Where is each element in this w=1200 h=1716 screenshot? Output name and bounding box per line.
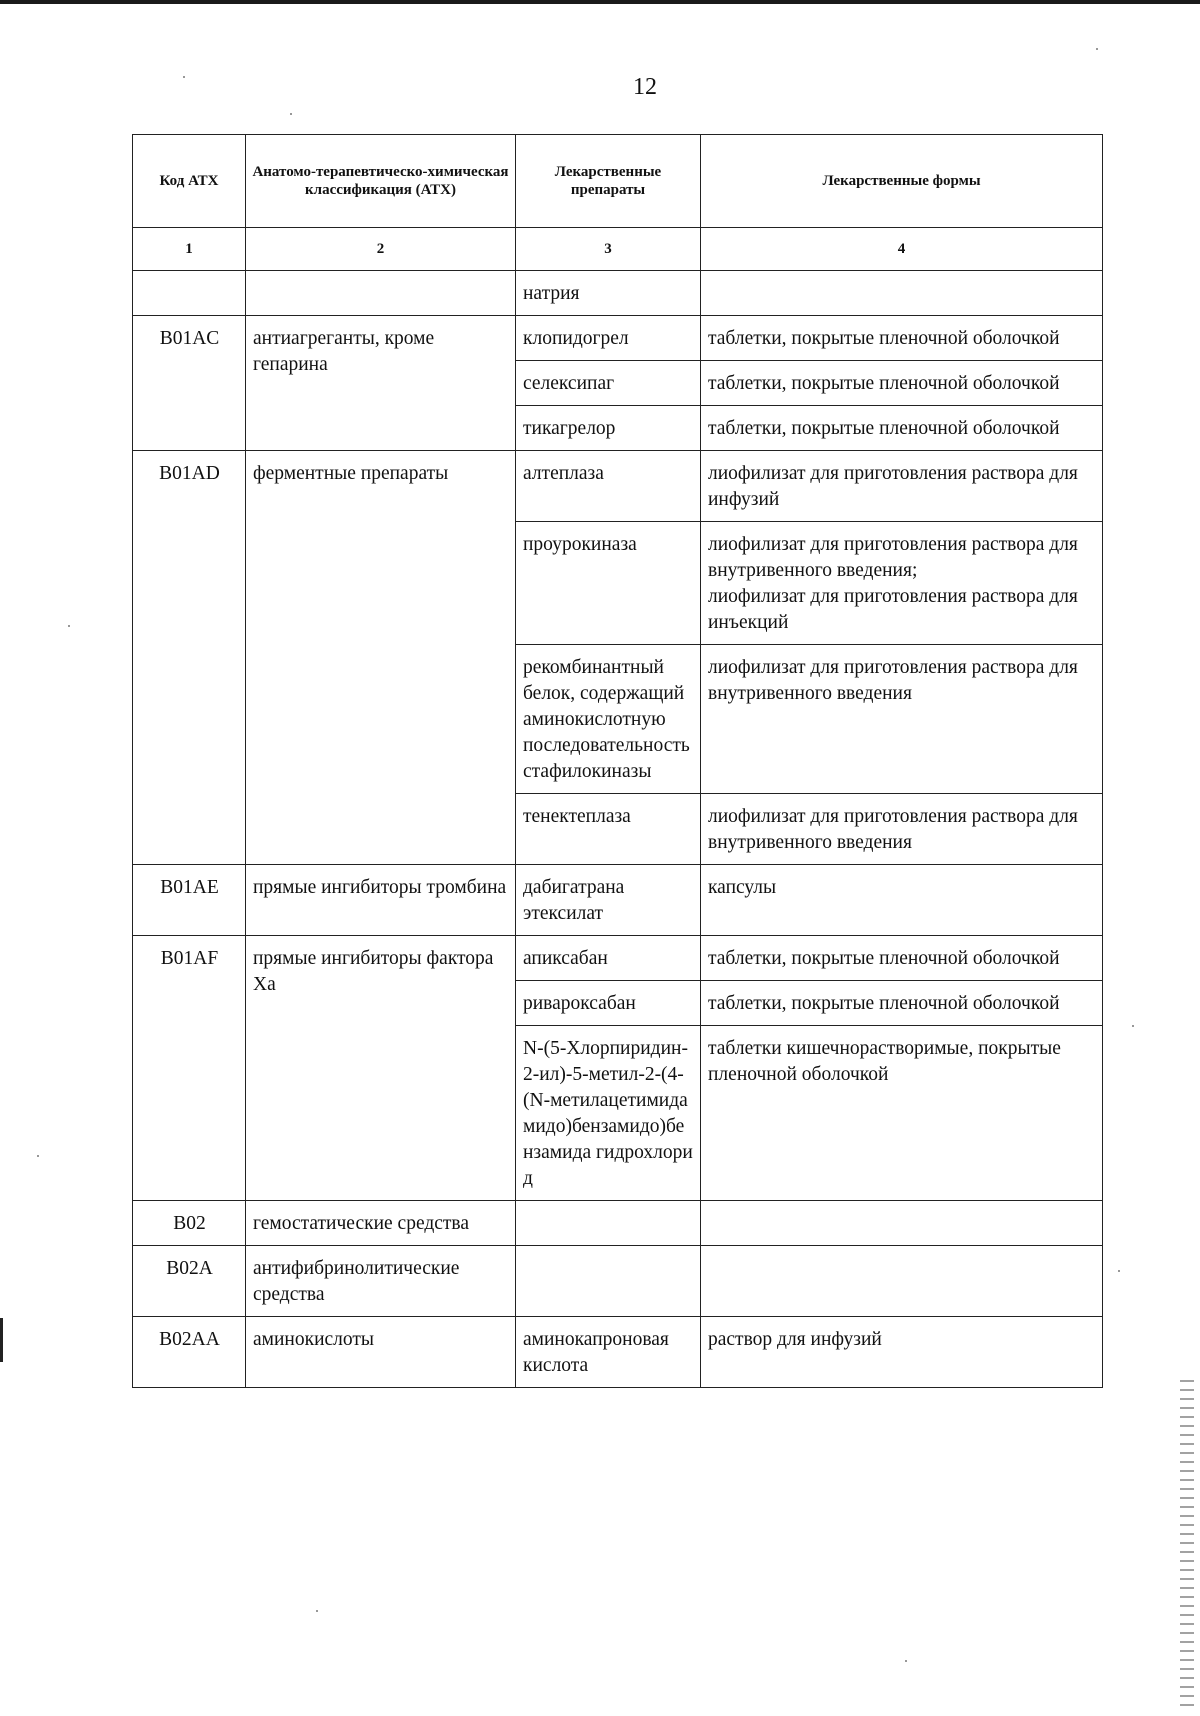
classification-cell: прямые ингибиторы тромбина [246,865,516,936]
drug-cell: аминокапроновая кислота [516,1317,701,1388]
atc-code-cell: B01AE [133,865,246,936]
drug-cell: клопидогрел [516,316,701,361]
form-cell [701,1246,1103,1317]
scan-left-mark [0,1318,3,1362]
scan-speck [1132,1025,1134,1027]
header-drugs: Лекарственные препараты [516,135,701,228]
drug-cell [516,1246,701,1317]
form-cell: таблетки, покрытые пленочной оболочкой [701,361,1103,406]
scan-speck [905,1660,907,1662]
header-code: Код АТХ [133,135,246,228]
classification-cell: аминокислоты [246,1317,516,1388]
column-number: 3 [516,228,701,271]
atc-code-cell: B01AC [133,316,246,451]
form-line: лиофилизат для приготовления раствора для внутривенного введения; [708,534,1078,581]
form-cell: раствор для инфузий [701,1317,1103,1388]
drug-cell: ривароксабан [516,981,701,1026]
form-cell: лиофилизат для приготовления раствора для внутривенного введения [701,794,1103,865]
form-cell: таблетки кишечнорастворимые, покрытые пленочной оболочкой [701,1026,1103,1201]
scan-speck [37,1155,39,1157]
drug-cell: алтеплаза [516,451,701,522]
table-row [133,1201,1103,1246]
table-row [133,451,1103,522]
drug-cell: апиксабан [516,936,701,981]
atc-code-cell: B01AF [133,936,246,1201]
column-number: 2 [246,228,516,271]
scan-speck [1118,1270,1120,1272]
drug-cell: проурокиназа [516,522,701,645]
drug-cell: селексипаг [516,361,701,406]
form-line: лиофилизат для приготовления раствора для инъекций [708,586,1078,633]
header-forms: Лекарственные формы [701,135,1103,228]
drug-cell [516,1201,701,1246]
classification-cell: антиагреганты, кроме гепарина [246,316,516,451]
classification-cell: антифибринолитические средства [246,1246,516,1317]
form-cell: таблетки, покрытые пленочной оболочкой [701,981,1103,1026]
drug-cell: дабигатрана этексилат [516,865,701,936]
atc-code-cell: B02A [133,1246,246,1317]
form-cell: капсулы [701,865,1103,936]
drug-cell: тенектеплаза [516,794,701,865]
column-number: 1 [133,228,246,271]
classification-cell: гемостатические средства [246,1201,516,1246]
table-row [133,316,1103,361]
page-number: 12 [633,74,657,100]
scan-speck [1096,48,1098,50]
column-number: 4 [701,228,1103,271]
scan-speck [290,113,292,115]
scan-speck [183,76,185,78]
form-cell: таблетки, покрытые пленочной оболочкой [701,406,1103,451]
form-cell: таблетки, покрытые пленочной оболочкой [701,936,1103,981]
atc-code-cell: B01AD [133,451,246,865]
classification-cell: прямые ингибиторы фактора Xa [246,936,516,1201]
drug-cell: тикагрелор [516,406,701,451]
classification-cell [246,271,516,316]
classification-cell: ферментные препараты [246,451,516,865]
drug-cell: N-(5-Хлорпиридин-2-ил)-5-метил-2-(4-(N-метилацетимидамидо)бензамидо)бензамида гидрохлорид [516,1026,701,1201]
atc-code-cell: B02 [133,1201,246,1246]
scan-speck [316,1610,318,1612]
table-row [133,1317,1103,1388]
header-row [133,135,1103,228]
drug-cell: натрия [516,271,701,316]
table-row [133,1246,1103,1317]
header-classification: Анатомо-терапевтическо-химическая классификация (АТХ) [246,135,516,228]
form-cell: таблетки, покрытые пленочной оболочкой [701,316,1103,361]
form-cell: лиофилизат для приготовления раствора для инфузий [701,451,1103,522]
scan-right-noise [1180,1380,1194,1710]
form-cell [701,271,1103,316]
scan-speck [68,625,70,627]
table-row [133,271,1103,316]
table-row [133,936,1103,981]
atc-table [132,134,1103,1388]
form-cell [701,522,1103,645]
table-row [133,865,1103,936]
drug-cell: рекомбинантный белок, содержащий аминокислотную последовательность стафилокиназы [516,645,701,794]
form-cell [701,1201,1103,1246]
form-cell: лиофилизат для приготовления раствора для внутривенного введения [701,645,1103,794]
scan-top-edge [0,0,1200,4]
atc-code-cell: B02AA [133,1317,246,1388]
column-number-row [133,228,1103,271]
atc-code-cell [133,271,246,316]
